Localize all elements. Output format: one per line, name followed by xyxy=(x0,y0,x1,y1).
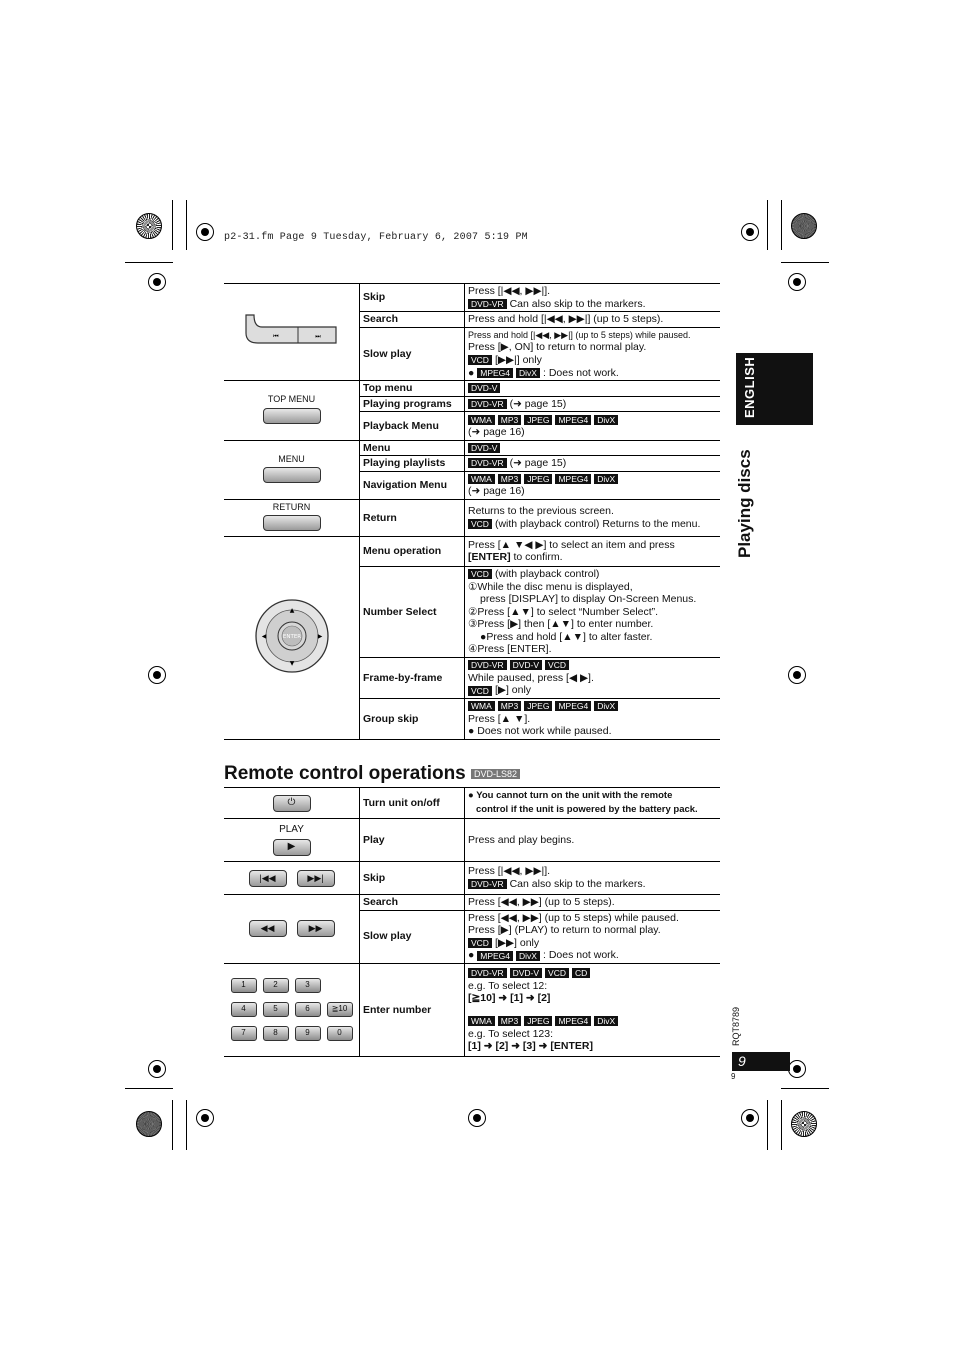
crop-line xyxy=(172,200,173,250)
disc-tag: VCD xyxy=(468,686,492,696)
table-row xyxy=(224,788,720,819)
desc-line xyxy=(468,354,717,367)
skip-name: Skip xyxy=(360,284,465,312)
crop-line xyxy=(767,1100,768,1150)
desc-line: ③Press [▶] then [▲▼] to enter number. xyxy=(468,618,654,631)
crop-line xyxy=(186,1100,187,1150)
slow-remote-desc xyxy=(465,910,721,963)
disc-tag: MPEG4 xyxy=(555,701,591,711)
desc-line: Press and hold [|◀◀, ▶▶|] (up to 5 steps) while paused. xyxy=(468,329,691,340)
desc-line: press [DISPLAY] to display On-Screen Menus. xyxy=(480,593,697,606)
number-key: 1 xyxy=(231,978,257,993)
tag-row xyxy=(468,967,717,980)
menu-operation-name: Menu operation xyxy=(360,536,465,566)
number-key: ≧10 xyxy=(327,1002,353,1017)
tag-row xyxy=(468,700,717,713)
skip-remote-illustration xyxy=(224,862,360,895)
menu-desc xyxy=(465,440,721,456)
remote-operations-table xyxy=(224,787,720,1057)
play-button-illustration xyxy=(224,819,360,862)
disc-tag: DVD-V xyxy=(468,383,500,393)
playing-programs-name: Playing programs xyxy=(360,396,465,412)
svg-text:▶: ▶ xyxy=(317,633,322,641)
top-menu-button-illustration xyxy=(224,381,360,440)
desc-text: Can also skip to the markers. xyxy=(509,297,646,310)
desc-line xyxy=(468,878,717,891)
disc-tag: JPEG xyxy=(524,474,552,484)
crop-line xyxy=(125,1088,173,1089)
top-menu-desc xyxy=(465,381,721,397)
disc-tag: WMA xyxy=(468,1016,495,1026)
disc-tag: VCD xyxy=(468,355,492,365)
skip-keys-icon xyxy=(242,313,342,347)
disc-tag: DVD-VR xyxy=(468,879,507,889)
number-key: 5 xyxy=(263,1002,289,1017)
disc-tag: MPEG4 xyxy=(477,951,513,961)
slow-remote-name: Slow play xyxy=(360,910,465,963)
registration-burst xyxy=(136,1111,162,1137)
desc-line xyxy=(468,551,717,564)
desc-text: : Does not work. xyxy=(542,366,619,379)
crop-line xyxy=(186,200,187,250)
desc-line xyxy=(468,518,717,531)
desc-line: Press [▲ ▼◀ ▶] to select an item and press xyxy=(468,538,675,551)
navigation-menu-name: Navigation Menu xyxy=(360,471,465,499)
unit-operations-table xyxy=(224,283,720,740)
desc-text: (with playback control) Returns to the menu. xyxy=(494,517,701,530)
number-keys-illustration xyxy=(224,963,360,1056)
registration-mark xyxy=(741,223,759,241)
desc-line: ②Press [▲▼] to select “Number Select”. xyxy=(468,605,659,618)
search-name: Search xyxy=(360,312,465,328)
desc-text: (➜ page 15) xyxy=(509,397,567,410)
table-row xyxy=(224,499,720,536)
number-key: 8 xyxy=(263,1026,289,1041)
heading-text: Remote control operations xyxy=(224,763,466,784)
disc-tag: MPEG4 xyxy=(477,368,513,378)
skip-remote-desc xyxy=(465,862,721,895)
disc-tag: DVD-VR xyxy=(468,968,507,978)
disc-tag: WMA xyxy=(468,415,495,425)
section-heading xyxy=(224,763,523,785)
play-icon: ▶ xyxy=(273,839,311,856)
desc-text: [▶▶|] only xyxy=(494,353,542,366)
registration-mark xyxy=(148,1060,166,1078)
desc-line xyxy=(468,937,717,950)
rewind-icon: ◀◀ xyxy=(249,920,287,937)
enter-number-desc xyxy=(465,963,721,1056)
registration-burst xyxy=(791,213,817,239)
power-desc xyxy=(465,788,721,819)
power-button-illustration xyxy=(224,788,360,819)
search-desc: Press and hold [|◀◀, ▶▶|] (up to 5 steps). xyxy=(465,312,721,328)
frame-by-frame-name: Frame-by-frame xyxy=(360,658,465,699)
playing-programs-desc xyxy=(465,396,721,412)
desc-line: Press [▶] (PLAY) to return to normal play. xyxy=(468,924,661,937)
number-key: 9 xyxy=(295,1026,321,1041)
desc-line: Press [|◀◀, ▶▶|]. xyxy=(468,285,551,297)
crop-line xyxy=(125,262,173,263)
svg-text:▼: ▼ xyxy=(289,660,294,668)
disc-tag: DVD-VR xyxy=(468,660,507,670)
skip-back-icon: |◀◀ xyxy=(249,870,287,887)
menu-button-icon xyxy=(263,467,321,483)
number-keypad xyxy=(224,978,359,1041)
return-button-icon xyxy=(263,515,321,531)
disc-tag: DVD-VR xyxy=(468,458,507,468)
svg-text:⏮: ⏮ xyxy=(272,333,279,341)
disc-tag: DVD-VR xyxy=(468,299,507,309)
crop-line xyxy=(781,200,782,250)
tag-row xyxy=(468,473,717,486)
doc-code: RQT8789 xyxy=(731,1006,741,1046)
table-row xyxy=(224,284,720,312)
desc-line: ●Press and hold [▲▼] to alter faster. xyxy=(480,630,653,643)
joystick-illustration xyxy=(224,536,360,739)
disc-tag: CD xyxy=(572,968,590,978)
number-select-desc xyxy=(465,566,721,657)
registration-mark xyxy=(468,1109,486,1127)
desc-text: (with playback control) xyxy=(494,567,600,580)
desc-line: [≧10] ➜ [1] ➜ [2] xyxy=(468,992,551,1005)
disc-tag: DVD-VR xyxy=(468,399,507,409)
disc-tag: MPEG4 xyxy=(555,474,591,484)
skip-desc xyxy=(465,284,721,312)
registration-mark xyxy=(788,666,806,684)
desc-line: Returns to the previous screen. xyxy=(468,505,614,518)
desc-text: : Does not work. xyxy=(542,949,619,962)
search-remote-desc: Press [◀◀, ▶▶] (up to 5 steps). xyxy=(465,895,721,911)
registration-burst xyxy=(136,213,162,239)
number-key: 3 xyxy=(295,978,321,993)
table-row xyxy=(224,440,720,456)
disc-tag: JPEG xyxy=(524,701,552,711)
desc-line: Press [▲ ▼]. xyxy=(468,712,531,725)
enter-label: ENTER xyxy=(282,634,301,641)
desc-text: [▶▶] only xyxy=(494,936,540,949)
page-number: 9 xyxy=(732,1052,790,1071)
number-key: 4 xyxy=(231,1002,257,1017)
search-remote-illustration xyxy=(224,895,360,964)
button-caption: RETURN xyxy=(272,501,311,512)
model-tag: DVD-LS82 xyxy=(471,769,520,779)
desc-text: to confirm. xyxy=(510,551,563,564)
enter-number-name: Enter number xyxy=(360,963,465,1056)
button-caption: MENU xyxy=(278,453,305,464)
joystick-icon xyxy=(254,598,330,674)
disc-tag: DivX xyxy=(594,474,618,484)
disc-tag: DivX xyxy=(516,368,540,378)
disc-tag: JPEG xyxy=(524,415,552,425)
fast-forward-icon: ▶▶ xyxy=(297,920,335,937)
disc-tag: VCD xyxy=(468,569,492,579)
language-label: ENGLISH xyxy=(742,356,757,418)
frame-by-frame-desc xyxy=(465,658,721,699)
button-caption: TOP MENU xyxy=(267,394,316,405)
desc-line: ● You cannot turn on the unit with the remote xyxy=(468,790,673,801)
disc-tag: MP3 xyxy=(498,474,521,484)
disc-tag: VCD xyxy=(468,519,492,529)
desc-line xyxy=(468,298,717,311)
desc-line: (➜ page 16) xyxy=(468,425,525,438)
disc-tag: WMA xyxy=(468,474,495,484)
desc-line: Press [|◀◀, ▶▶|]. xyxy=(468,865,551,878)
page-number-small: 9 xyxy=(731,1072,736,1081)
menu-name: Menu xyxy=(360,440,465,456)
top-menu-name: Top menu xyxy=(360,381,465,397)
table-row xyxy=(224,381,720,397)
number-key: 6 xyxy=(295,1002,321,1017)
tag-row xyxy=(468,1015,717,1028)
table-row xyxy=(224,536,720,566)
play-desc: Press and play begins. xyxy=(465,819,721,862)
search-remote-name: Search xyxy=(360,895,465,911)
group-skip-desc xyxy=(465,699,721,740)
desc-line xyxy=(468,684,717,697)
disc-tag: DVD-V xyxy=(510,660,542,670)
desc-line: While paused, press [◀ ▶]. xyxy=(468,671,594,684)
disc-tag: DivX xyxy=(594,415,618,425)
play-name: Play xyxy=(360,819,465,862)
menu-button-illustration xyxy=(224,440,360,499)
table-row xyxy=(224,862,720,895)
disc-tag: MPEG4 xyxy=(555,415,591,425)
table-row xyxy=(224,963,720,1056)
crop-line xyxy=(767,200,768,250)
desc-line: Press [◀◀, ▶▶] (up to 5 steps) while paused. xyxy=(468,911,679,924)
playing-playlists-name: Playing playlists xyxy=(360,456,465,472)
svg-text:◀: ◀ xyxy=(261,633,266,641)
menu-operation-desc xyxy=(465,536,721,566)
desc-line: ①While the disc menu is displayed, xyxy=(468,580,633,593)
registration-mark xyxy=(148,666,166,684)
svg-text:▲: ▲ xyxy=(289,607,294,615)
disc-tag: MP3 xyxy=(498,1016,521,1026)
disc-tag: DivX xyxy=(516,951,540,961)
spacer xyxy=(468,1005,717,1015)
registration-mark xyxy=(148,273,166,291)
desc-text: (➜ page 15) xyxy=(509,457,567,470)
skip-button-illustration xyxy=(224,284,360,381)
skip-remote-name: Skip xyxy=(360,862,465,895)
disc-tag: WMA xyxy=(468,701,495,711)
table-row xyxy=(224,895,720,911)
top-menu-button-icon xyxy=(263,408,321,424)
table-row xyxy=(224,819,720,862)
desc-line: [1] ➜ [2] ➜ [3] ➜ [ENTER] xyxy=(468,1040,593,1053)
desc-line: Press [▶, ON] to return to normal play. xyxy=(468,341,647,354)
number-key: 0 xyxy=(327,1026,353,1041)
desc-line: ● Does not work while paused. xyxy=(468,725,612,738)
disc-tag: MP3 xyxy=(498,415,521,425)
crop-line xyxy=(781,1100,782,1150)
playback-menu-name: Playback Menu xyxy=(360,412,465,440)
power-name: Turn unit on/off xyxy=(360,788,465,819)
disc-tag: DVD-V xyxy=(510,968,542,978)
crop-line xyxy=(781,262,829,263)
tag-row xyxy=(468,659,717,672)
desc-line: e.g. To select 12: xyxy=(468,979,548,992)
slow-play-name: Slow play xyxy=(360,327,465,380)
desc-text: Can also skip to the markers. xyxy=(509,878,646,890)
number-select-name: Number Select xyxy=(360,566,465,657)
desc-line: e.g. To select 123: xyxy=(468,1027,554,1040)
disc-tag: VCD xyxy=(468,938,492,948)
disc-tag: VCD xyxy=(545,660,569,670)
registration-mark xyxy=(741,1109,759,1127)
disc-tag: MPEG4 xyxy=(555,1016,591,1026)
number-key: 7 xyxy=(231,1026,257,1041)
group-skip-name: Group skip xyxy=(360,699,465,740)
crop-line xyxy=(781,1088,829,1089)
navigation-menu-desc xyxy=(465,471,721,499)
desc-line: ④Press [ENTER]. xyxy=(468,643,552,656)
return-button-illustration xyxy=(224,499,360,536)
return-desc xyxy=(465,499,721,536)
desc-text: [▶] only xyxy=(494,684,532,697)
playing-playlists-desc xyxy=(465,456,721,472)
skip-forward-icon: ▶▶| xyxy=(297,870,335,887)
number-key: 2 xyxy=(263,978,289,993)
playback-menu-desc xyxy=(465,412,721,440)
disc-tag: MP3 xyxy=(498,701,521,711)
disc-tag: DivX xyxy=(594,1016,618,1026)
power-icon: ⏻ xyxy=(273,795,311,812)
registration-mark xyxy=(788,1060,806,1078)
desc-line: ● MPEG4 DivX : Does not work. xyxy=(468,366,619,379)
desc-line: ● MPEG4 DivX : Does not work. xyxy=(468,949,619,962)
desc-text: [ENTER] xyxy=(468,551,511,564)
section-title: Playing discs xyxy=(735,449,754,558)
button-caption: PLAY xyxy=(279,824,304,836)
desc-line xyxy=(468,568,717,581)
disc-tag: VCD xyxy=(545,968,569,978)
registration-mark xyxy=(196,223,214,241)
crop-line xyxy=(172,1100,173,1150)
file-header: p2-31.fm Page 9 Tuesday, February 6, 2007 5:19 PM xyxy=(224,232,528,243)
return-name: Return xyxy=(360,499,465,536)
slow-play-desc xyxy=(465,327,721,380)
disc-tag: JPEG xyxy=(524,1016,552,1026)
desc-line: (➜ page 16) xyxy=(468,485,525,498)
disc-tag: DivX xyxy=(594,701,618,711)
disc-tag: DVD-V xyxy=(468,443,500,453)
svg-text:⏭: ⏭ xyxy=(314,333,321,341)
desc-line: control if the unit is powered by the battery pack. xyxy=(476,804,698,815)
registration-mark xyxy=(788,273,806,291)
registration-burst xyxy=(791,1111,817,1137)
tag-row xyxy=(468,413,717,426)
registration-mark xyxy=(196,1109,214,1127)
